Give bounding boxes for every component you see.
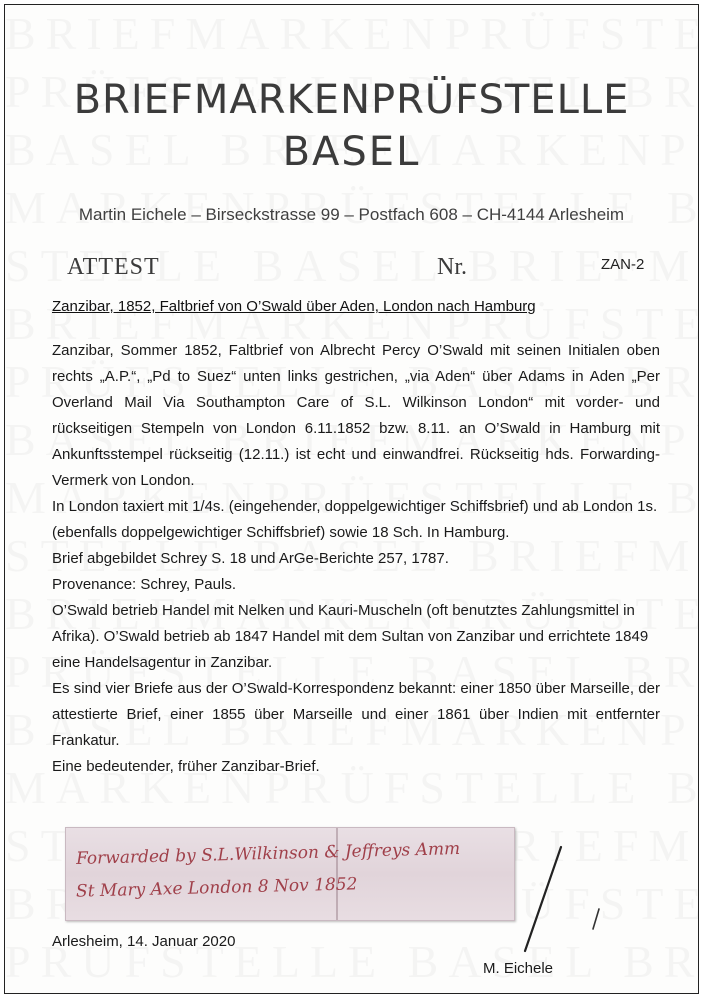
body-paragraph: Brief abgebildet Schrey S. 18 und ArGe-Berichte 257, 1787. [52,550,449,567]
letter-clipping-image [65,827,515,921]
attest-label: ATTEST [67,254,160,280]
certificate-subject: Zanzibar, 1852, Faltbrief von O’Swald über Aden, London nach Hamburg [52,298,536,315]
header-title-line2: BASEL [282,129,421,175]
body-paragraph: Provenance: Schrey, Pauls. [52,576,236,593]
header-title-line1: BRIEFMARKENPRÜFSTELLE [73,77,630,123]
signer-name: M. Eichele [483,960,554,977]
certificate-reference: ZAN-2 [601,256,645,273]
certificate-body [52,338,660,780]
clipping-handwriting-line2: St Mary Axe London 8 Nov 1852 [75,874,358,902]
nr-label: Nr. [437,254,467,280]
body-paragraph: O’Swald betrieb Handel mit Nelken und Kauri-Muscheln (oft benutztes Zahlungsmittel in Afrika). O’Swald betrieb ab 1847 Handel mit dem Sultan von Zanzibar und errichtete 1849 eine Handelsagentur in Zanzibar. [52,602,649,671]
body-paragraph: Zanzibar, Sommer 1852, Faltbrief von Albrecht Percy O’Swald mit seinen Initialen oben rechts „A.P.“, „Pd to Suez“ unten links gestrichen, „via Aden“ über Adams in Aden „Per Overland Mail Via Southampton Care of S.L. Wilkinson London“ mit vorder- und rückseitigen Stempeln von London 6.11.1852 bzw. 8.11. an O’Swald in Hamburg mit Ankunftsstempel rückseitig (12.11.) ist echt und einwandfrei. Rückseitig hds. Forwarding-Vermerk von London. [52,342,660,489]
certificate-page [4,4,699,994]
body-paragraph: In London taxiert mit 1/4s. (eingehender, doppelgewichtiger Schiffsbrief) und ab London 1s. (ebenfalls doppelgewichtiger Schiffsbrief) sowie 18 Sch. In Hamburg. [52,498,658,541]
clipping-handwriting-line1: Forwarded by S.L.Wilkinson & Jeffreys Amm [75,838,461,870]
place-and-date: Arlesheim, 14. Januar 2020 [52,933,236,950]
body-paragraph: Eine bedeutender, früher Zanzibar-Brief. [52,758,320,775]
header-address: Martin Eichele – Birseckstrasse 99 – Postfach 608 – CH-4144 Arlesheim [78,205,625,224]
body-paragraph: Es sind vier Briefe aus der O’Swald-Korrespondenz bekannt: einer 1850 über Marseille, der attestierte Brief, einer 1855 über Marseille und einer 1861 über Indien mit entfernter Frankatur. [52,680,660,749]
